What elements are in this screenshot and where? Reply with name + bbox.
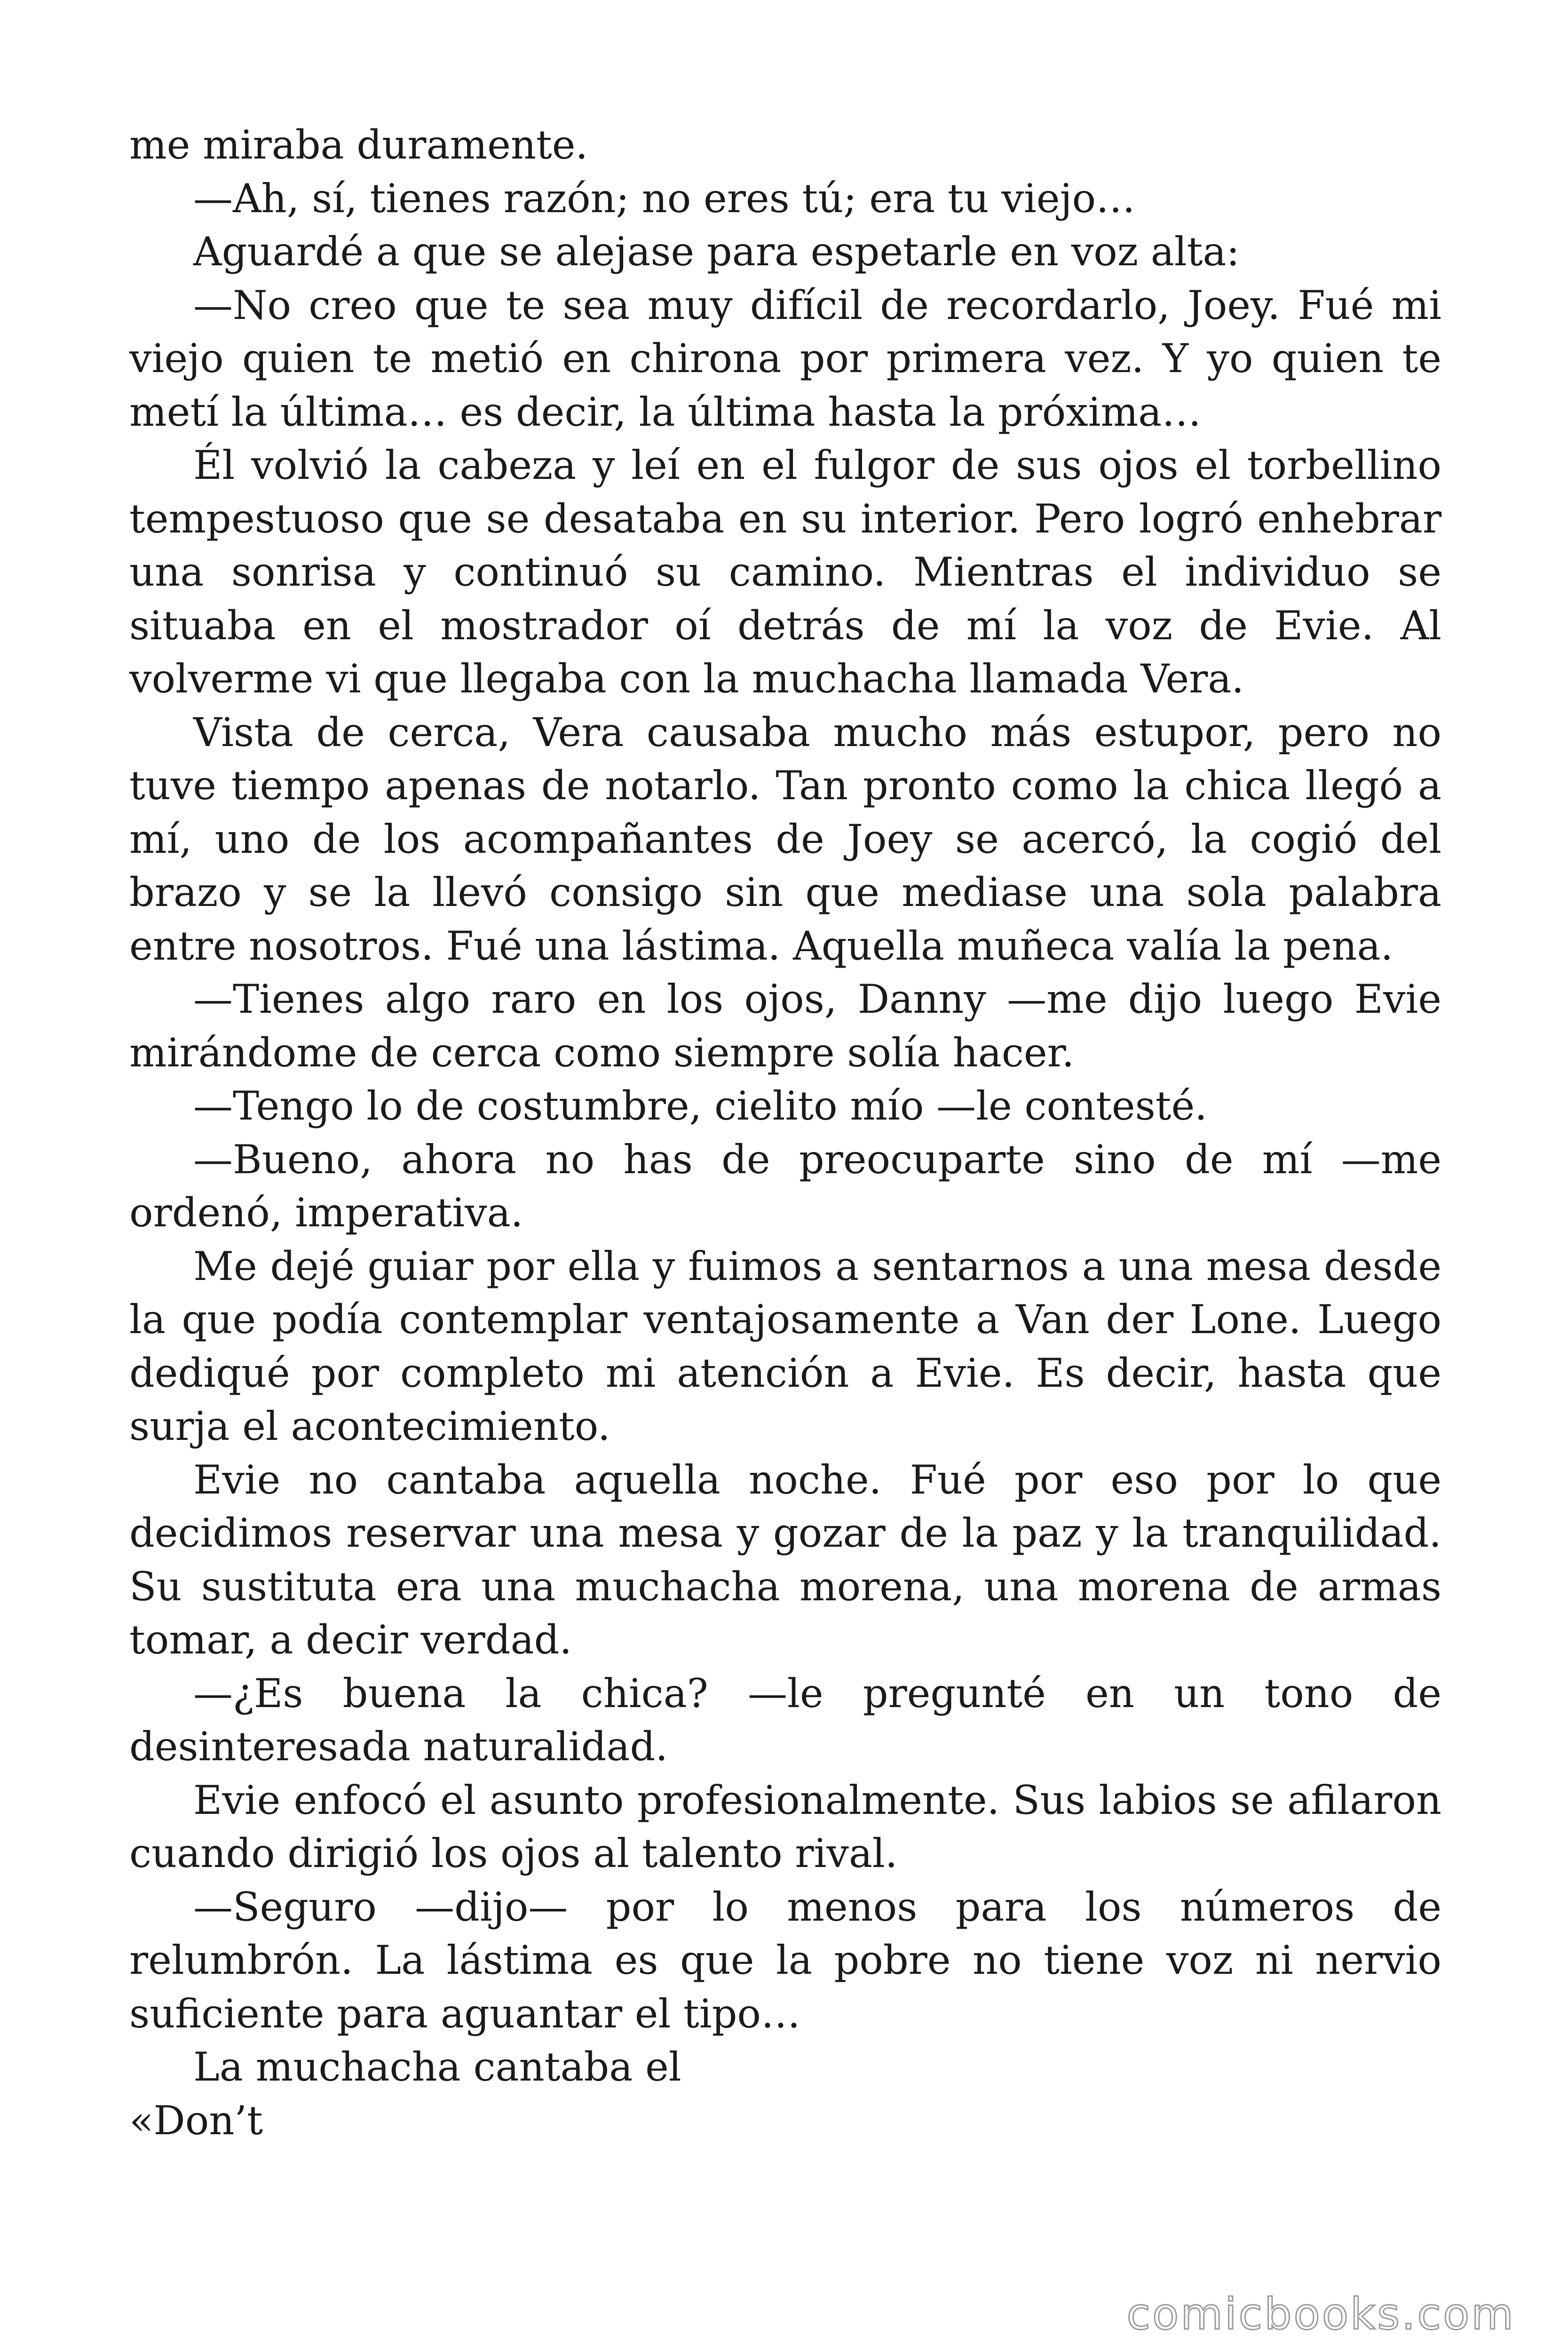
paragraph: Vista de cerca, Vera causaba mucho más estupor, pero no tuve tiempo apenas de notarlo. Tan pronto como la chica llegó a mí, uno de los acompañantes de Joey se acercó, la cogió del brazo y se la llevó consigo sin que mediase una sola palabra entre nosotros. Fué una lástima. Aquella muñeca valía la pena. (129, 709, 1441, 969)
body-text (129, 119, 1441, 2147)
paragraph: me miraba duramente. (129, 122, 588, 168)
paragraph: —Seguro —dijo— por lo menos para los números de relumbrón. La lástima es que la pobre no tiene voz ni nervio suficiente para aguantar el tipo… (129, 1883, 1441, 2037)
paragraph: La muchacha cantaba el (193, 2044, 681, 2090)
paragraph: Él volvió la cabeza y leí en el fulgor de sus ojos el torbellino tempestuoso que se desataba en su interior. Pero logró enhebrar una sonrisa y continuó su camino. Mientras el individuo se situaba en el mostrador oí detrás de mí la voz de Evie. Al volverme vi que llegaba con la muchacha llamada Vera. (129, 442, 1441, 702)
paragraph: —Ah, sí, tienes razón; no eres tú; era tu viejo… (193, 175, 1136, 222)
paragraph: —¿Es buena la chica? —le pregunté en un tono de desinteresada naturalidad. (129, 1670, 1441, 1770)
paragraph: —Tienes algo raro en los ojos, Danny —me dijo luego Evie mirándome de cerca como siempre solía hacer. (129, 976, 1441, 1076)
paragraph: —Tengo lo de costumbre, cielito mío —le contesté. (193, 1083, 1207, 1129)
paragraph: Evie enfocó el asunto profesionalmente. Sus labios se afilaron cuando dirigió los ojos al talento rival. (129, 1777, 1441, 1876)
paragraph: «Don’t (129, 2097, 263, 2144)
watermark: comicbooks.com (1126, 2289, 1515, 2339)
paragraph: —Bueno, ahora no has de preocuparte sino de mí —me ordenó, imperativa. (129, 1136, 1441, 1236)
paragraph: —No creo que te sea muy difícil de recordarlo, Joey. Fué mi viejo quien te metió en chirona por primera vez. Y yo quien te metí la última… es decir, la última hasta la próxima… (129, 282, 1441, 435)
paragraph: Evie no cantaba aquella noche. Fué por eso por lo que decidimos reservar una mesa y gozar de la paz y la tranquilidad. Su sustituta era una muchacha morena, una morena de armas tomar, a decir verdad. (129, 1456, 1441, 1663)
paragraph: Aguardé a que se alejase para espetarle en voz alta: (193, 229, 1240, 275)
paragraph: Me dejé guiar por ella y fuimos a sentarnos a una mesa desde la que podía contemplar ventajosamente a Van der Lone. Luego dediqué por completo mi atención a Evie. Es decir, hasta que surja el acontecimiento. (129, 1243, 1441, 1449)
